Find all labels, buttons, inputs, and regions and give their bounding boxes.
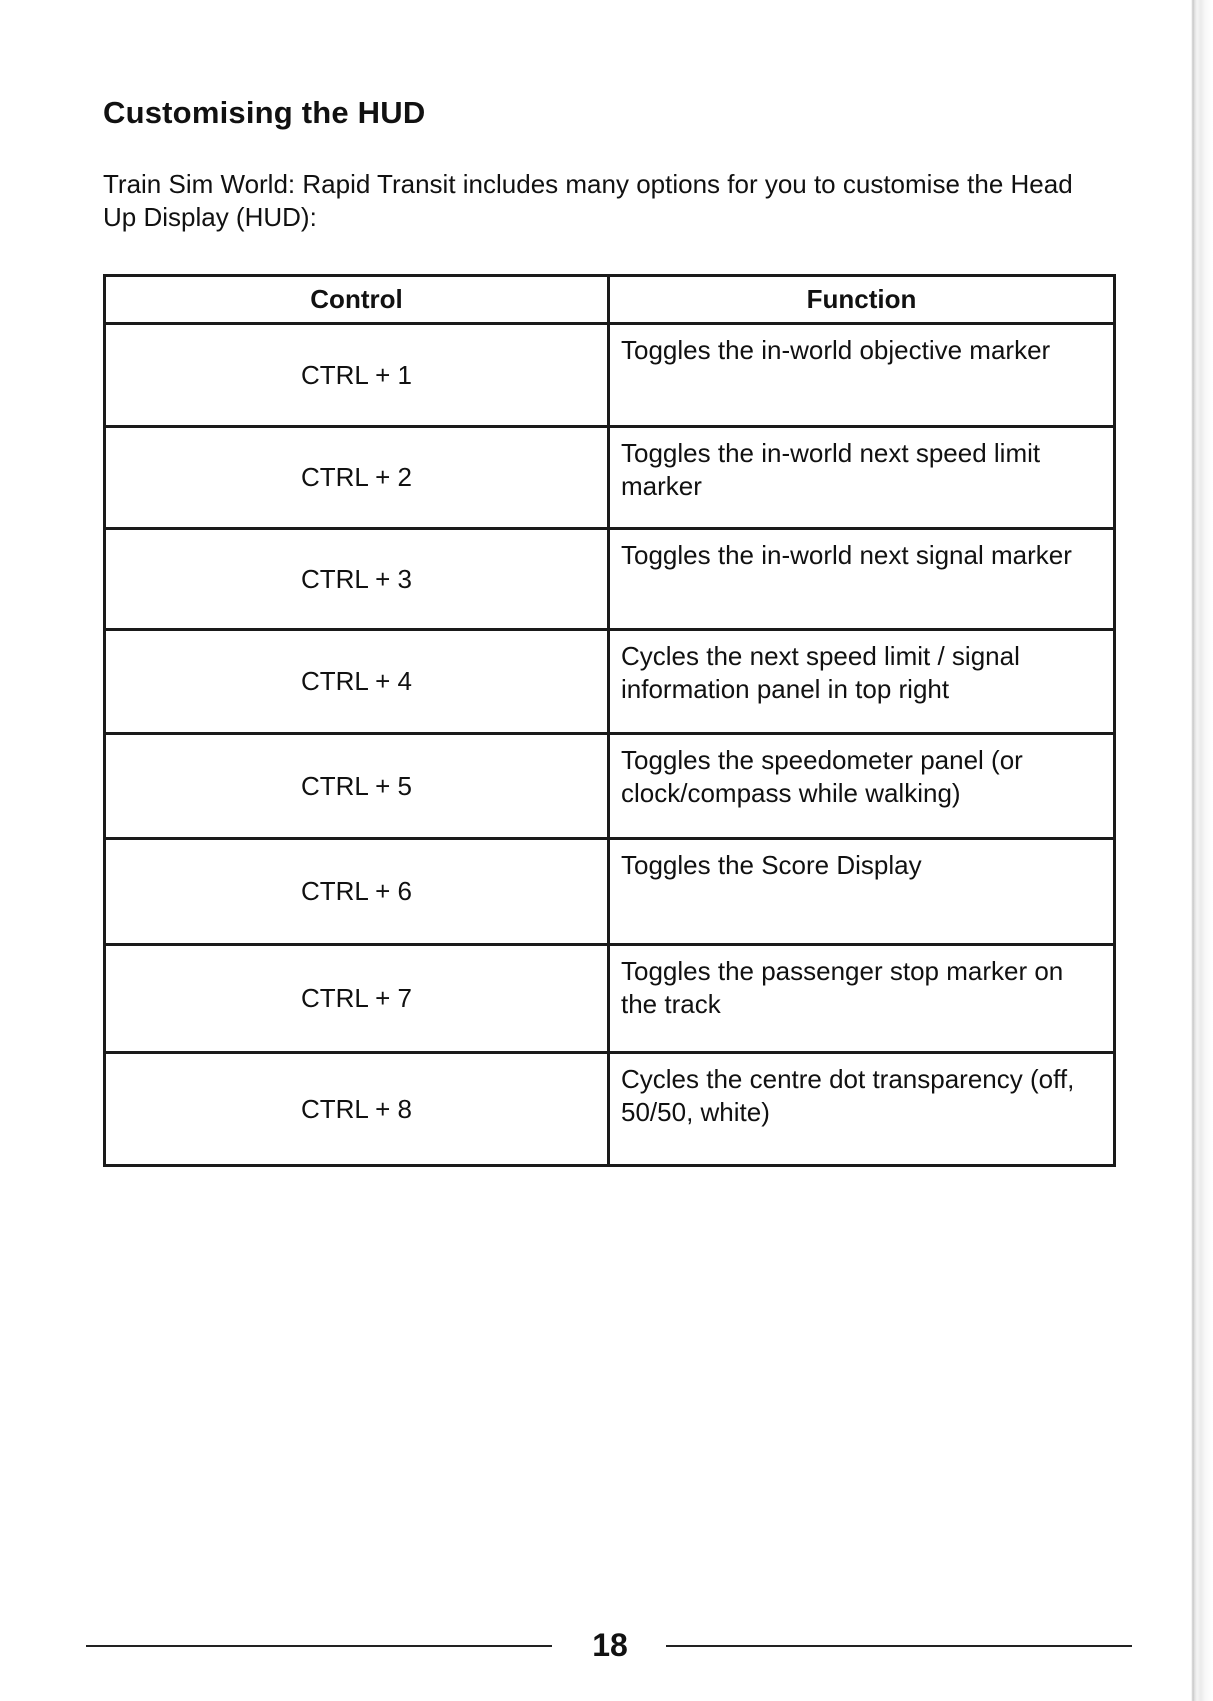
table-row <box>105 630 1115 734</box>
function-cell: Cycles the next speed limit / signal information panel in top right <box>609 630 1115 734</box>
table-row <box>105 839 1115 945</box>
function-cell: Toggles the speedometer panel (or clock/compass while walking) <box>609 734 1115 839</box>
function-cell: Toggles the passenger stop marker on the track <box>609 945 1115 1053</box>
hud-controls-table <box>103 274 1116 1167</box>
intro-paragraph: Train Sim World: Rapid Transit includes many options for you to customise the Head Up Display (HUD): <box>103 169 1073 232</box>
table-row <box>105 427 1115 529</box>
footer-divider-left <box>86 1645 552 1647</box>
table-row <box>105 324 1115 427</box>
function-cell: Toggles the in-world next signal marker <box>609 529 1115 630</box>
table-header-row <box>105 276 1115 324</box>
footer-divider-right <box>666 1645 1132 1647</box>
column-header-function: Function <box>609 276 1115 324</box>
control-cell: CTRL + 8 <box>105 1053 609 1166</box>
table-row <box>105 945 1115 1053</box>
function-cell: Toggles the in-world objective marker <box>609 324 1115 427</box>
function-cell: Toggles the Score Display <box>609 839 1115 945</box>
control-cell: CTRL + 7 <box>105 945 609 1053</box>
page-number: 18 <box>592 1627 628 1663</box>
control-cell: CTRL + 4 <box>105 630 609 734</box>
function-cell: Cycles the centre dot transparency (off, 50/50, white) <box>609 1053 1115 1166</box>
table-row <box>105 529 1115 630</box>
control-cell: CTRL + 6 <box>105 839 609 945</box>
table-row <box>105 734 1115 839</box>
page-title: Customising the HUD <box>103 95 426 130</box>
control-cell: CTRL + 5 <box>105 734 609 839</box>
table-row <box>105 1053 1115 1166</box>
page-binding-edge <box>1173 0 1213 1701</box>
function-cell: Toggles the in-world next speed limit marker <box>609 427 1115 529</box>
control-cell: CTRL + 3 <box>105 529 609 630</box>
control-cell: CTRL + 1 <box>105 324 609 427</box>
control-cell: CTRL + 2 <box>105 427 609 529</box>
column-header-control: Control <box>105 276 609 324</box>
